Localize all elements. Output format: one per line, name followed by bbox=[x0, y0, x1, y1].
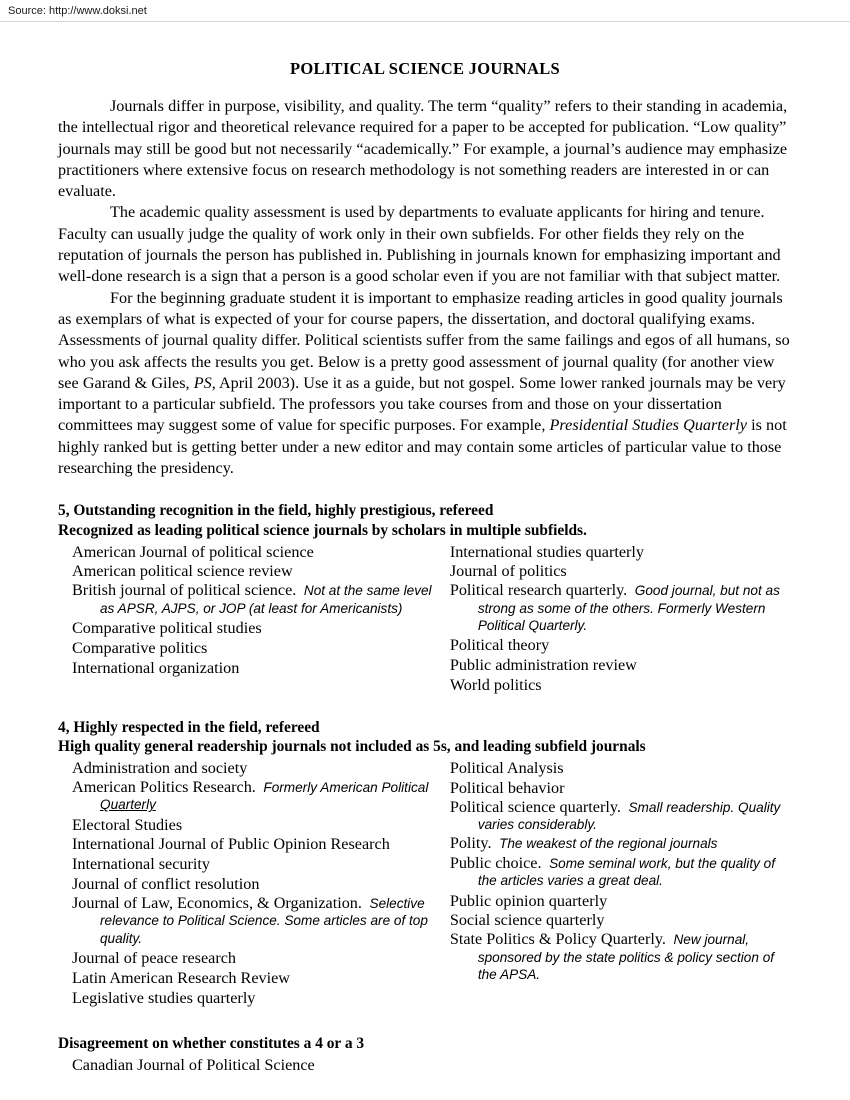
journal-title: Comparative politics bbox=[72, 638, 208, 657]
journal-column-right bbox=[444, 1056, 792, 1076]
journal-annotation: Good journal, but not as strong as some of the others. Formerly Western Political Quarterly. bbox=[477, 583, 780, 633]
journal-title: Journal of politics bbox=[449, 562, 567, 581]
journal-title: Political research quarterly. bbox=[449, 581, 628, 600]
journal-title: Administration and society bbox=[72, 758, 248, 777]
source-url-label: Source: http://www.doksi.net bbox=[8, 5, 147, 17]
journal-title: International studies quarterly bbox=[449, 542, 645, 561]
journal-title: Social science quarterly bbox=[449, 911, 605, 930]
section-heading-primary: 5, Outstanding recognition in the field, highly prestigious, refereed bbox=[58, 502, 494, 520]
journal-title: Journal of conflict resolution bbox=[72, 874, 260, 893]
journal-entry bbox=[450, 855, 792, 890]
journal-annotation: New journal, sponsored by the state politics & policy section of the APSA. bbox=[477, 932, 775, 982]
text-run: Journals differ in purpose, visibility, and quality. The term “quality” refers to their standing in academia, the intellectual rigor and theoretical relevance required for a paper to be accepted for publication. “Low quality” journals may still be good but not necessarily “academically.” For example, a journal’s audience may emphasize practitioners where extensive focus on research methodology is not something readers are interested in or can evaluate. bbox=[58, 97, 788, 201]
journal-entry bbox=[450, 676, 792, 695]
journal-title: American political science review bbox=[72, 562, 293, 581]
journal-column-right bbox=[444, 759, 792, 1008]
journal-entry bbox=[72, 855, 444, 874]
journal-title: International organization bbox=[72, 658, 240, 677]
journal-columns bbox=[58, 759, 792, 1008]
journal-title: Public administration review bbox=[449, 656, 637, 675]
journal-title: Journal of Law, Economics, & Organization. bbox=[72, 893, 362, 912]
source-bar bbox=[0, 0, 850, 22]
body-paragraph bbox=[58, 96, 792, 202]
journal-column-left bbox=[58, 543, 444, 696]
journal-title: Latin American Research Review bbox=[72, 968, 290, 987]
journal-title: American Politics Research. bbox=[72, 777, 256, 796]
journal-annotation: Formerly American Political bbox=[255, 779, 429, 795]
text-run: The academic quality assessment is used by departments to evaluate applicants for hiring and tenure. Faculty can usually judge the quality of work only in their own subfields. For other fields they rely on the reputation of journals the person has published in. Publishing in journals known for emphasizing important and well-done research is a sign that a person is a good scholar even if you are not familiar with that subject matter. bbox=[58, 203, 781, 286]
journal-title: International Journal of Public Opinion Research bbox=[72, 835, 390, 854]
journal-title: Political behavior bbox=[449, 778, 565, 797]
journal-entry bbox=[450, 656, 792, 675]
journal-entry bbox=[450, 931, 792, 983]
journal-title: Electoral Studies bbox=[72, 815, 183, 834]
journal-entry bbox=[450, 799, 792, 834]
document-page bbox=[0, 22, 850, 1100]
journal-rank-section bbox=[58, 718, 792, 1009]
journal-entry bbox=[72, 835, 444, 854]
section-heading-primary: Disagreement on whether constitutes a 4 or a 3 bbox=[58, 1035, 365, 1053]
journal-entry bbox=[72, 582, 444, 617]
journal-rank-section bbox=[58, 1034, 792, 1075]
journal-sections bbox=[58, 501, 792, 1075]
journal-title: Polity. bbox=[449, 834, 492, 853]
journal-title: Public opinion quarterly bbox=[449, 891, 608, 910]
journal-column-left bbox=[58, 759, 444, 1008]
journal-title: American Journal of political science bbox=[72, 542, 314, 561]
section-heading-primary: 4, Highly respected in the field, refereed bbox=[58, 718, 320, 736]
journal-entry bbox=[72, 969, 444, 988]
journal-title: Canadian Journal of Political Science bbox=[72, 1055, 315, 1074]
journal-entry bbox=[450, 779, 792, 798]
journal-title: Political Analysis bbox=[449, 758, 564, 777]
journal-entry bbox=[72, 779, 444, 814]
journal-annotation: Not at the same level as APSR, AJPS, or JOP (at least for Americanists) bbox=[100, 583, 432, 616]
journal-columns bbox=[58, 1056, 792, 1076]
journal-annotation: Some seminal work, but the quality of the articles varies a great deal. bbox=[477, 855, 776, 889]
page-title: POLITICAL SCIENCE JOURNALS bbox=[289, 59, 561, 78]
body-paragraph bbox=[58, 202, 792, 287]
journal-entry bbox=[72, 1056, 444, 1075]
journal-entry bbox=[450, 543, 792, 562]
journal-title: State Politics & Policy Quarterly. bbox=[449, 930, 666, 949]
journal-annotation-underlined: Quarterly bbox=[100, 797, 156, 813]
journal-entry bbox=[72, 639, 444, 658]
journal-title: World politics bbox=[449, 675, 542, 694]
journal-entry bbox=[450, 892, 792, 911]
journal-entry bbox=[72, 543, 444, 562]
text-run: For the beginning graduate student it is important to emphasize reading articles in good quality journals as exemplars of what is expected of your for course papers, the dissertation, and doctoral qualifying exams. Assessments of journal quality differ. Political scientists suffer from the same failings and egos of all humans, so who you ask affects the results you get. Below is a pretty good assessment of journal quality (for another view see Garand & Giles, bbox=[58, 288, 790, 392]
journal-entry bbox=[450, 835, 792, 852]
journal-title: International security bbox=[72, 855, 210, 874]
journal-entry bbox=[72, 619, 444, 638]
journal-title: Journal of peace research bbox=[72, 948, 237, 967]
intro-paragraphs bbox=[58, 96, 792, 479]
journal-title: Political theory bbox=[449, 636, 550, 655]
journal-entry bbox=[72, 875, 444, 894]
journal-column-right bbox=[444, 543, 792, 696]
journal-annotation: Selective relevance to Political Science. Some articles are of top quality. bbox=[100, 895, 428, 946]
journal-title: Legislative studies quarterly bbox=[72, 988, 256, 1007]
journal-annotation: The weakest of the regional journals bbox=[491, 836, 718, 852]
journal-rank-section bbox=[58, 501, 792, 695]
journal-entry bbox=[72, 759, 444, 778]
italic-title-run: PS bbox=[193, 373, 212, 392]
italic-title-run: Presidential Studies Quarterly bbox=[549, 416, 747, 435]
journal-entry bbox=[450, 759, 792, 778]
journal-entry bbox=[450, 562, 792, 581]
journal-entry bbox=[72, 895, 444, 947]
body-paragraph bbox=[58, 288, 792, 480]
section-heading-secondary: Recognized as leading political science journals by scholars in multiple subfields. bbox=[58, 521, 587, 539]
text-run: , April 2003). Use it as a guide, but not gospel. Some lower ranked journals may be very important to a particular subfield. The professors you take courses from and those on your dissertation committees may suggest some of value for specific purposes. For example, bbox=[58, 373, 786, 435]
journal-title: Comparative political studies bbox=[72, 618, 262, 637]
journal-column-left bbox=[58, 1056, 444, 1076]
journal-entry bbox=[72, 659, 444, 678]
text-run: is not highly ranked but is getting better under a new editor and may contain some articles of particular value to those researching the presidency. bbox=[58, 416, 787, 478]
journal-entry bbox=[72, 989, 444, 1008]
journal-entry bbox=[450, 582, 792, 634]
journal-entry bbox=[450, 911, 792, 930]
journal-entry bbox=[450, 636, 792, 655]
journal-title: British journal of political science. bbox=[72, 581, 297, 600]
journal-annotation: Small readership. Quality varies considerably. bbox=[477, 799, 781, 832]
journal-columns bbox=[58, 543, 792, 696]
journal-title: Political science quarterly. bbox=[449, 797, 621, 816]
section-heading-secondary: High quality general readership journals not included as 5s, and leading subfield journals bbox=[58, 738, 646, 756]
journal-entry bbox=[72, 562, 444, 581]
journal-title: Public choice. bbox=[449, 853, 542, 872]
journal-entry bbox=[72, 949, 444, 968]
journal-entry bbox=[72, 816, 444, 835]
